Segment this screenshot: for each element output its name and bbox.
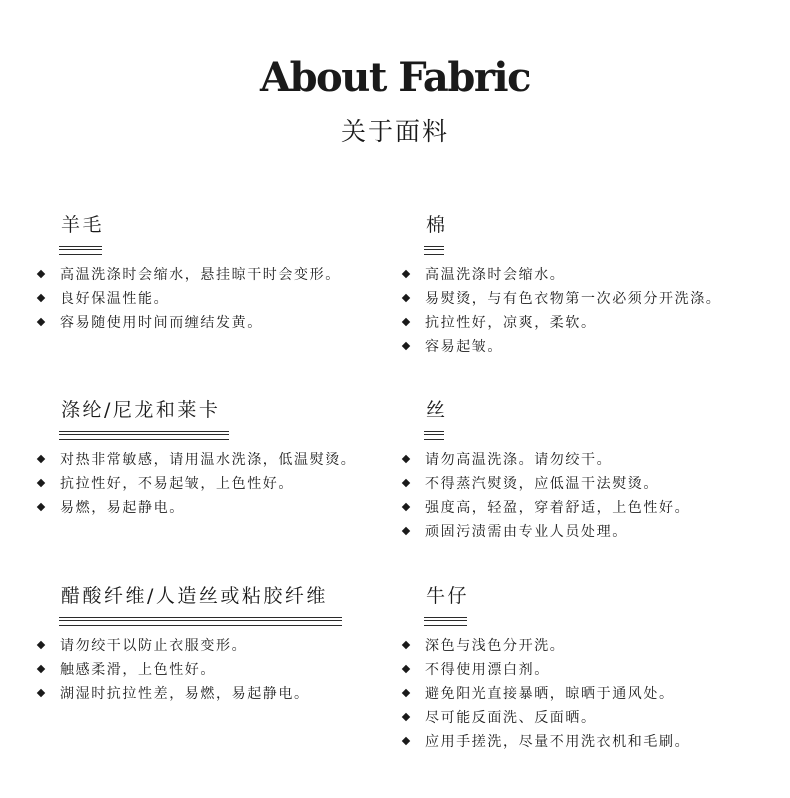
- section-title: 醋酸纤维/人造丝或粘胶纤维: [61, 585, 328, 607]
- care-list: [401, 263, 721, 359]
- diamond-bullet-icon: [37, 270, 45, 278]
- section-title: 棉: [426, 214, 448, 236]
- list-item: 高温洗涤时会缩水，悬挂晾干时会变形。: [36, 263, 341, 287]
- list-item: 湖湿时抗拉性差，易燃，易起静电。: [36, 682, 342, 706]
- page-title: About Fabric: [260, 54, 530, 101]
- list-item: 高温洗涤时会缩水。: [401, 263, 721, 287]
- list-item: 深色与浅色分开洗。: [401, 634, 690, 658]
- title-underline: [59, 431, 229, 440]
- list-item: 抗拉性好，凉爽，柔软。: [401, 311, 721, 335]
- section-acetate: [36, 583, 342, 706]
- diamond-bullet-icon: [402, 713, 410, 721]
- diamond-bullet-icon: [402, 641, 410, 649]
- diamond-bullet-icon: [37, 503, 45, 511]
- list-item: 尽可能反面洗、反面晒。: [401, 706, 690, 730]
- section-title: 羊毛: [61, 214, 105, 236]
- list-item: 请勿高温洗涤。请勿绞干。: [401, 448, 690, 472]
- diamond-bullet-icon: [37, 641, 45, 649]
- section-title: 牛仔: [426, 585, 470, 607]
- list-item: 易熨烫，与有色衣物第一次必须分开洗涤。: [401, 287, 721, 311]
- section-title: 涤纶/尼龙和莱卡: [61, 399, 221, 421]
- care-list: [401, 634, 690, 754]
- list-item: 抗拉性好，不易起皱，上色性好。: [36, 472, 356, 496]
- list-item: 请勿绞干以防止衣服变形。: [36, 634, 342, 658]
- diamond-bullet-icon: [402, 503, 410, 511]
- list-item: 对热非常敏感，请用温水洗涤，低温熨烫。: [36, 448, 356, 472]
- list-item: 应用手搓洗，尽量不用洗衣机和毛刷。: [401, 730, 690, 754]
- list-item: 容易起皱。: [401, 335, 721, 359]
- title-underline: [424, 431, 444, 440]
- section-denim: [401, 583, 690, 754]
- title-underline: [424, 617, 467, 626]
- care-list: [36, 263, 341, 335]
- diamond-bullet-icon: [402, 665, 410, 673]
- title-underline: [59, 246, 102, 255]
- section-silk: [401, 397, 690, 544]
- list-item: 容易随使用时间而缠结发黄。: [36, 311, 341, 335]
- page-subtitle: 关于面料: [340, 117, 449, 146]
- section-title: 丝: [426, 399, 448, 421]
- diamond-bullet-icon: [37, 294, 45, 302]
- diamond-bullet-icon: [402, 294, 410, 302]
- list-item: 强度高，轻盈，穿着舒适，上色性好。: [401, 496, 690, 520]
- care-list: [36, 448, 356, 520]
- diamond-bullet-icon: [37, 455, 45, 463]
- care-list: [401, 448, 690, 544]
- list-item: 不得使用漂白剂。: [401, 658, 690, 682]
- list-item: 良好保温性能。: [36, 287, 341, 311]
- diamond-bullet-icon: [37, 689, 45, 697]
- diamond-bullet-icon: [402, 318, 410, 326]
- section-cotton: [401, 212, 721, 359]
- list-item: 避免阳光直接暴晒，晾晒于通风处。: [401, 682, 690, 706]
- diamond-bullet-icon: [402, 689, 410, 697]
- diamond-bullet-icon: [37, 665, 45, 673]
- list-item: 不得蒸汽熨烫，应低温干法熨烫。: [401, 472, 690, 496]
- list-item: 顽固污渍需由专业人员处理。: [401, 520, 690, 544]
- diamond-bullet-icon: [402, 737, 410, 745]
- list-item: 易燃，易起静电。: [36, 496, 356, 520]
- title-underline: [59, 617, 342, 626]
- diamond-bullet-icon: [402, 342, 410, 350]
- care-list: [36, 634, 342, 706]
- diamond-bullet-icon: [37, 479, 45, 487]
- diamond-bullet-icon: [37, 318, 45, 326]
- list-item: 触感柔滑，上色性好。: [36, 658, 342, 682]
- diamond-bullet-icon: [402, 455, 410, 463]
- diamond-bullet-icon: [402, 527, 410, 535]
- diamond-bullet-icon: [402, 270, 410, 278]
- section-wool: [36, 212, 341, 335]
- diamond-bullet-icon: [402, 479, 410, 487]
- title-underline: [424, 246, 444, 255]
- section-polyester: [36, 397, 356, 520]
